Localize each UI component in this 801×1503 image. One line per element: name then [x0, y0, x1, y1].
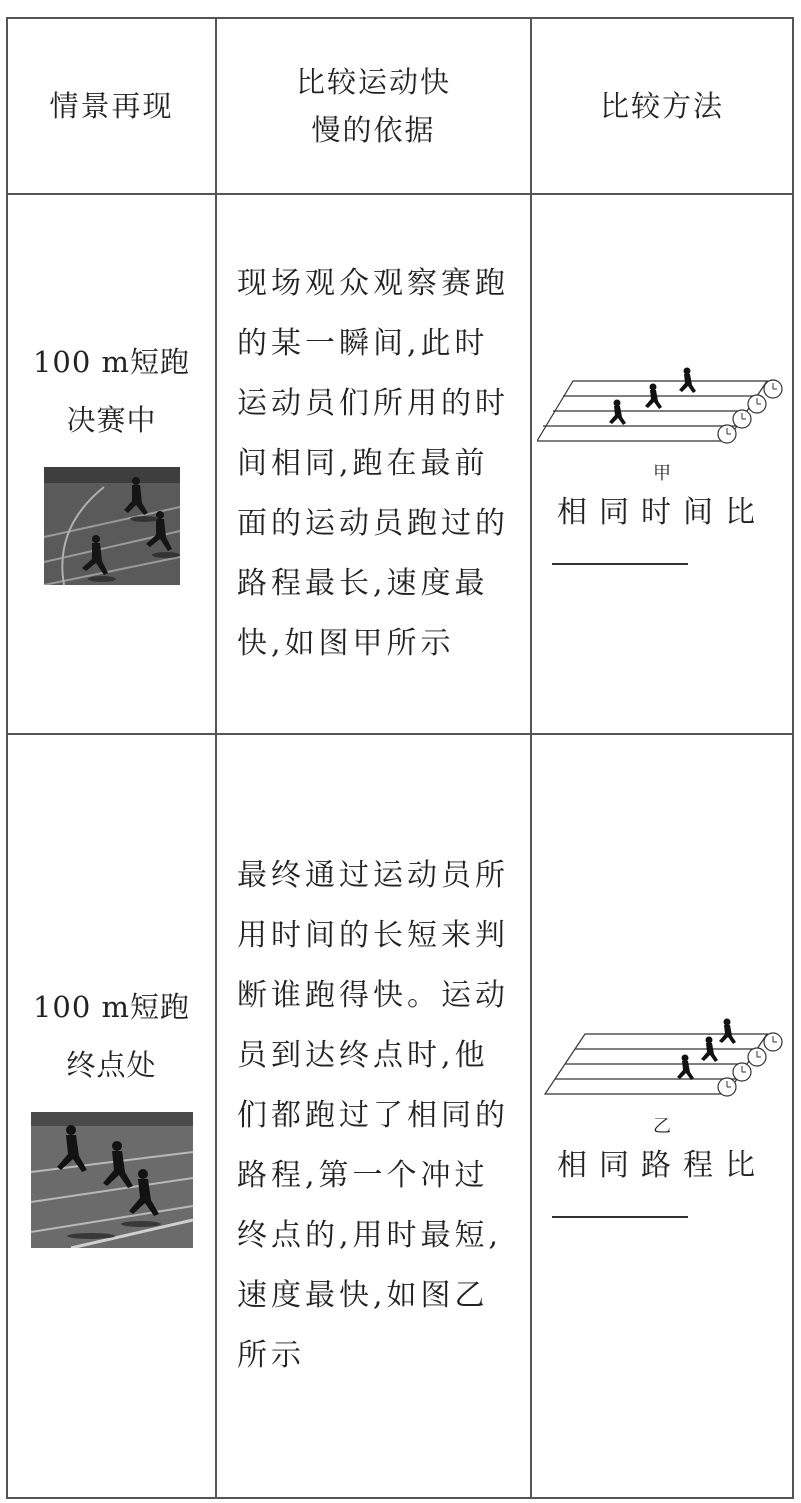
header-method [531, 18, 793, 194]
answer-blank[interactable] [552, 563, 688, 565]
scene-cell [7, 194, 216, 734]
method-text: 相同时间比 [557, 495, 767, 530]
scene-line-1: 100 m短跑 [32, 345, 191, 379]
comparison-table [6, 17, 794, 1499]
header-basis-line-1: 比较运动快 [295, 65, 451, 99]
scene-line-2: 决赛中 [66, 403, 157, 437]
scene-line-1: 100 m短跑 [32, 990, 191, 1024]
header-row [7, 18, 793, 194]
method-cell [531, 734, 793, 1498]
header-basis-line-2: 慢的依据 [311, 113, 436, 147]
sprint-finish-photo [31, 1112, 193, 1248]
table-row [7, 194, 793, 734]
header-scene [7, 18, 216, 194]
table-row [7, 734, 793, 1498]
scene-cell [7, 734, 216, 1498]
scene-line-2: 终点处 [66, 1048, 157, 1082]
same-distance-diagram [537, 1014, 787, 1106]
basis-text: 最终通过运动员所用时间的长短来判断谁跑得快。运动员到达终点时,他们都跑过了相同的路程,第一个冲过终点的,用时最短,速度最快,如图乙所示 [237, 858, 509, 1373]
basis-cell [216, 734, 531, 1498]
basis-cell [216, 194, 531, 734]
header-method-text: 比较方法 [599, 89, 724, 123]
figure-label-jia: 甲 [653, 463, 671, 484]
method-cell [531, 194, 793, 734]
sprint-final-photo [44, 467, 180, 585]
same-time-diagram [537, 363, 787, 453]
method-text: 相同路程比 [557, 1148, 767, 1183]
header-scene-text: 情景再现 [49, 89, 174, 123]
figure-label-yi: 乙 [653, 1116, 671, 1137]
basis-text: 现场观众观察赛跑的某一瞬间,此时运动员们所用的时间相同,跑在最前面的运动员跑过的路程最长,速度最快,如图甲所示 [237, 266, 509, 661]
answer-blank[interactable] [552, 1216, 688, 1218]
header-basis [216, 18, 531, 194]
